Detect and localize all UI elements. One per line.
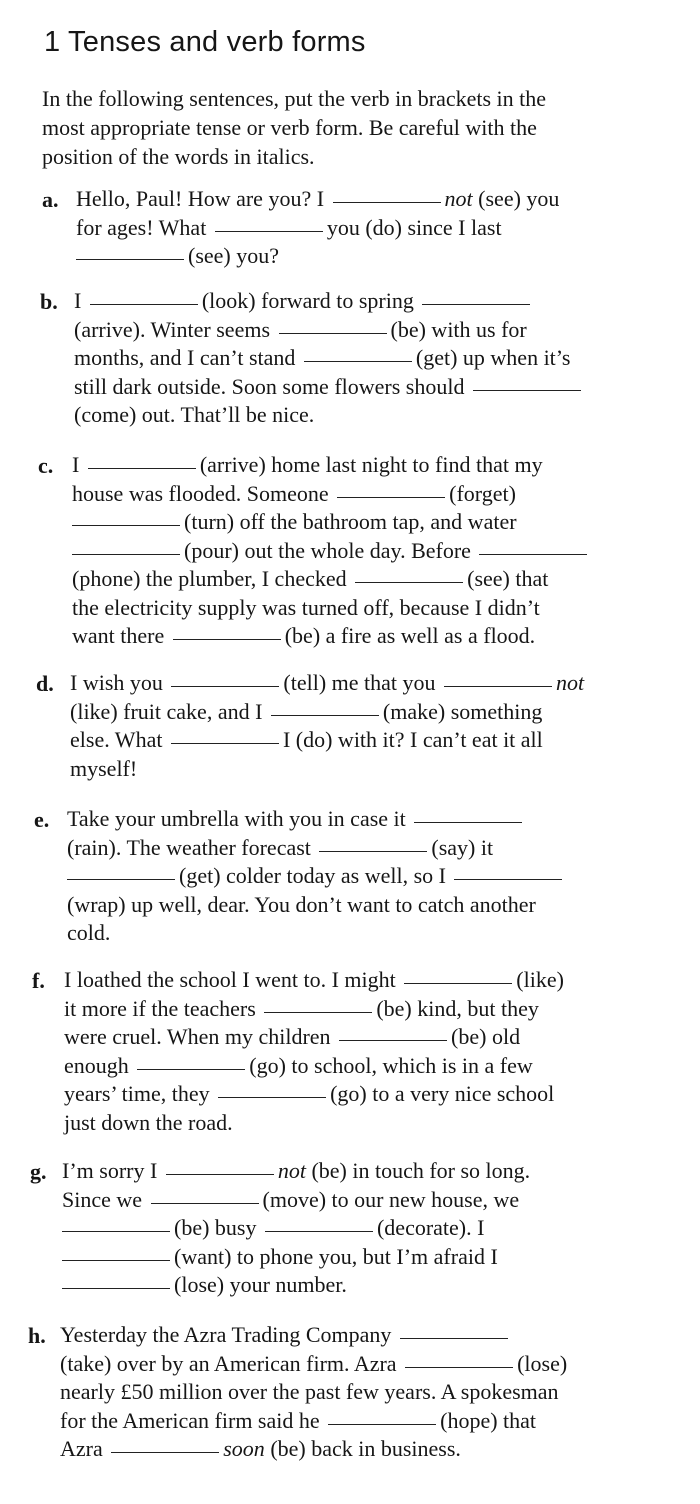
answer-blank [137,1069,245,1070]
answer-blank [333,202,441,203]
sentence-text: (arrive). Winter seems [74,316,276,342]
sentence-text: myself! [70,755,138,781]
exercise-line [72,508,591,537]
answer-blank [62,1231,170,1232]
exercise-line [64,1080,564,1109]
exercise-line [72,594,591,623]
sentence-text: you (do) since I last [326,214,502,240]
sentence-text: (go) to a very nice school [330,1081,555,1106]
sentence-text: Hello, Paul! How are you? I [76,186,330,211]
sentence-text: for the American firm said he [60,1407,326,1433]
answer-blank [328,1424,436,1425]
answer-blank [72,525,180,526]
sentence-text: it more if the teachers [64,995,262,1021]
answer-blank [319,851,427,852]
sentence-text: (rain). The weather forecast [67,834,317,860]
exercise-letter: h. [28,1323,46,1348]
sentence-text: house was flooded. Someone [72,480,335,506]
instruction-line: In the following sentences, put the verb in brackets in the [42,86,547,111]
sentence-text: enough [64,1052,135,1078]
sentence-text: for ages! What [76,214,212,240]
answer-blank [76,259,184,260]
exercise-line [74,316,585,345]
answer-blank [264,1012,372,1013]
exercise-line [62,1271,530,1300]
italic-word: soon [223,1436,265,1461]
sentence-text: nearly £50 million over the past few years. A spokesman [60,1379,559,1404]
sentence-text: (turn) off the bathroom tap, and water [184,509,517,534]
exercise-letter: g. [30,1159,47,1184]
exercise-line [64,966,564,995]
sentence-text: (phone) the plumber, I checked [72,566,353,591]
sentence-text: (take) over by an American firm. Azra [60,1350,403,1376]
answer-blank [171,743,279,744]
answer-blank [339,1040,447,1041]
exercise-line [60,1350,567,1379]
exercise-line [64,1109,564,1138]
exercise-line [76,214,559,243]
answer-blank [72,554,180,555]
sentence-text: I’m sorry I [62,1158,163,1183]
answer-blank [279,333,387,334]
exercise-line [74,401,585,430]
exercise-line [60,1378,567,1407]
exercise-line [60,1321,567,1350]
sentence-text: (be) busy [174,1215,262,1240]
exercise-text [67,805,566,948]
exercise-text [60,1321,567,1464]
page-title: 1 Tenses and verb forms [44,26,366,58]
exercise-line [74,287,585,316]
exercise-text [72,451,591,651]
sentence-text: (hope) that [440,1407,537,1433]
sentence-text: (wrap) up well, dear. You don’t want to catch another [67,891,536,917]
exercise-text [76,185,559,271]
answer-blank [405,1367,513,1368]
sentence-text: (be) old [451,1024,521,1049]
sentence-text: (see) that [467,566,549,591]
sentence-text: (say) it [431,834,494,860]
answer-blank [304,361,412,362]
exercise-letter: c. [38,453,54,478]
sentence-text: else. What [70,727,168,752]
answer-blank [171,686,279,687]
answer-blank [173,639,281,640]
italic-word: not [444,186,473,211]
sentence-text: (tell) me that you [283,670,442,695]
answer-blank [479,554,587,555]
sentence-text: I wish you [70,670,169,695]
exercise-line [62,1157,530,1186]
sentence-text: (see) you [472,186,560,211]
exercise-text [70,669,584,783]
sentence-text: (see) you? [188,243,280,268]
exercise-line [60,1435,567,1464]
sentence-text: (want) to phone you, but I’m afraid I [174,1243,498,1269]
exercise-line [72,451,591,480]
exercise-text [64,966,564,1137]
exercise-line [64,1052,564,1081]
answer-blank [414,822,522,823]
sentence-text: (decorate). I [376,1215,485,1240]
exercise-line [67,862,566,891]
sentence-text: (forget) [449,480,516,506]
exercise-letter: e. [34,807,50,832]
sentence-text: I loathed the school I went to. I might [64,967,402,992]
exercise-line [76,242,559,271]
exercise-line [72,480,591,509]
exercise-line [62,1186,530,1215]
exercise-letter: a. [42,187,59,212]
italic-word: not [277,1158,306,1183]
answer-blank [454,879,562,880]
sentence-text: I [74,288,87,313]
exercise-line [60,1407,567,1436]
exercise-letter: f. [32,968,45,993]
sentence-text: (pour) out the whole day. Before [184,537,477,563]
answer-blank [151,1203,259,1204]
sentence-text: I [72,452,85,477]
italic-word: not [556,670,585,695]
answer-blank [166,1174,274,1175]
answer-blank [265,1231,373,1232]
answer-blank [62,1260,170,1261]
exercise-line [72,622,591,651]
exercise-letter: b. [40,289,58,314]
sentence-text: (be) kind, but they [376,995,539,1021]
sentence-text: (like) [516,967,564,992]
sentence-text: were cruel. When my children [64,1024,337,1049]
instruction-line: most appropriate tense or verb form. Be careful with the [42,115,537,140]
answer-blank [337,497,445,498]
sentence-text: (be) in touch for so long. [305,1158,531,1183]
answer-blank [400,1338,508,1339]
answer-blank [444,686,552,687]
exercise-line [72,537,591,566]
exercise-line [70,755,584,784]
sentence-text: (look) forward to spring [201,288,420,313]
sentence-text: (arrive) home last night to find that my [199,452,543,477]
exercise-line [67,891,566,920]
sentence-text: (go) to school, which is in a few [249,1052,533,1078]
exercise-line [70,669,584,698]
sentence-text: (get) up when it’s [415,345,571,370]
exercise-line [67,805,566,834]
sentence-text: (get) colder today as well, so I [179,863,452,888]
sentence-text: (like) fruit cake, and I [70,698,268,724]
answer-blank [111,1452,219,1453]
exercise-line [70,698,584,727]
exercise-line [70,726,584,755]
exercise-line [74,373,585,402]
sentence-text: cold. [67,920,111,945]
sentence-text: I (do) with it? I can’t eat it all [282,727,543,752]
answer-blank [473,390,581,391]
answer-blank [62,1288,170,1289]
exercise-line [74,344,585,373]
answer-blank [90,304,198,305]
sentence-text: Take your umbrella with you in case it [67,806,412,831]
sentence-text: Azra [60,1436,109,1461]
sentence-text: (come) out. That’ll be nice. [74,402,315,427]
sentence-text: want there [72,623,170,648]
exercise-text [74,287,585,430]
answer-blank [404,983,512,984]
instruction-line: position of the words in italics. [42,144,315,169]
sentence-text: still dark outside. Soon some flowers should [74,373,470,399]
sentence-text: (move) to our new house, we [262,1186,520,1212]
answer-blank [422,304,530,305]
sentence-text: (lose) your number. [174,1272,347,1297]
sentence-text: Yesterday the Azra Trading Company [60,1322,397,1347]
sentence-text: months, and I can’t stand [74,345,301,370]
answer-blank [218,1097,326,1098]
sentence-text: the electricity supply was turned off, because I didn’t [72,594,540,620]
exercise-line [67,919,566,948]
sentence-text: (make) something [382,698,543,724]
sentence-text: (be) back in business. [264,1436,461,1461]
exercise-letter: d. [36,671,54,696]
answer-blank [271,715,379,716]
exercise-text [62,1157,530,1300]
sentence-text: Since we [62,1186,148,1212]
exercise-line [64,995,564,1024]
sentence-text: just down the road. [64,1109,233,1135]
sentence-text: (lose) [517,1350,568,1376]
sentence-text: (be) with us for [390,316,527,342]
sentence-text: (be) a fire as well as a flood. [284,623,536,648]
exercise-line [62,1243,530,1272]
exercise-line [67,834,566,863]
exercise-line [64,1023,564,1052]
instructions [42,84,672,171]
sentence-text: years’ time, they [64,1081,216,1106]
exercise-line [62,1214,530,1243]
answer-blank [355,582,463,583]
exercise-line [76,185,559,214]
answer-blank [215,231,323,232]
answer-blank [67,879,175,880]
answer-blank [88,468,196,469]
exercise-line [72,565,591,594]
